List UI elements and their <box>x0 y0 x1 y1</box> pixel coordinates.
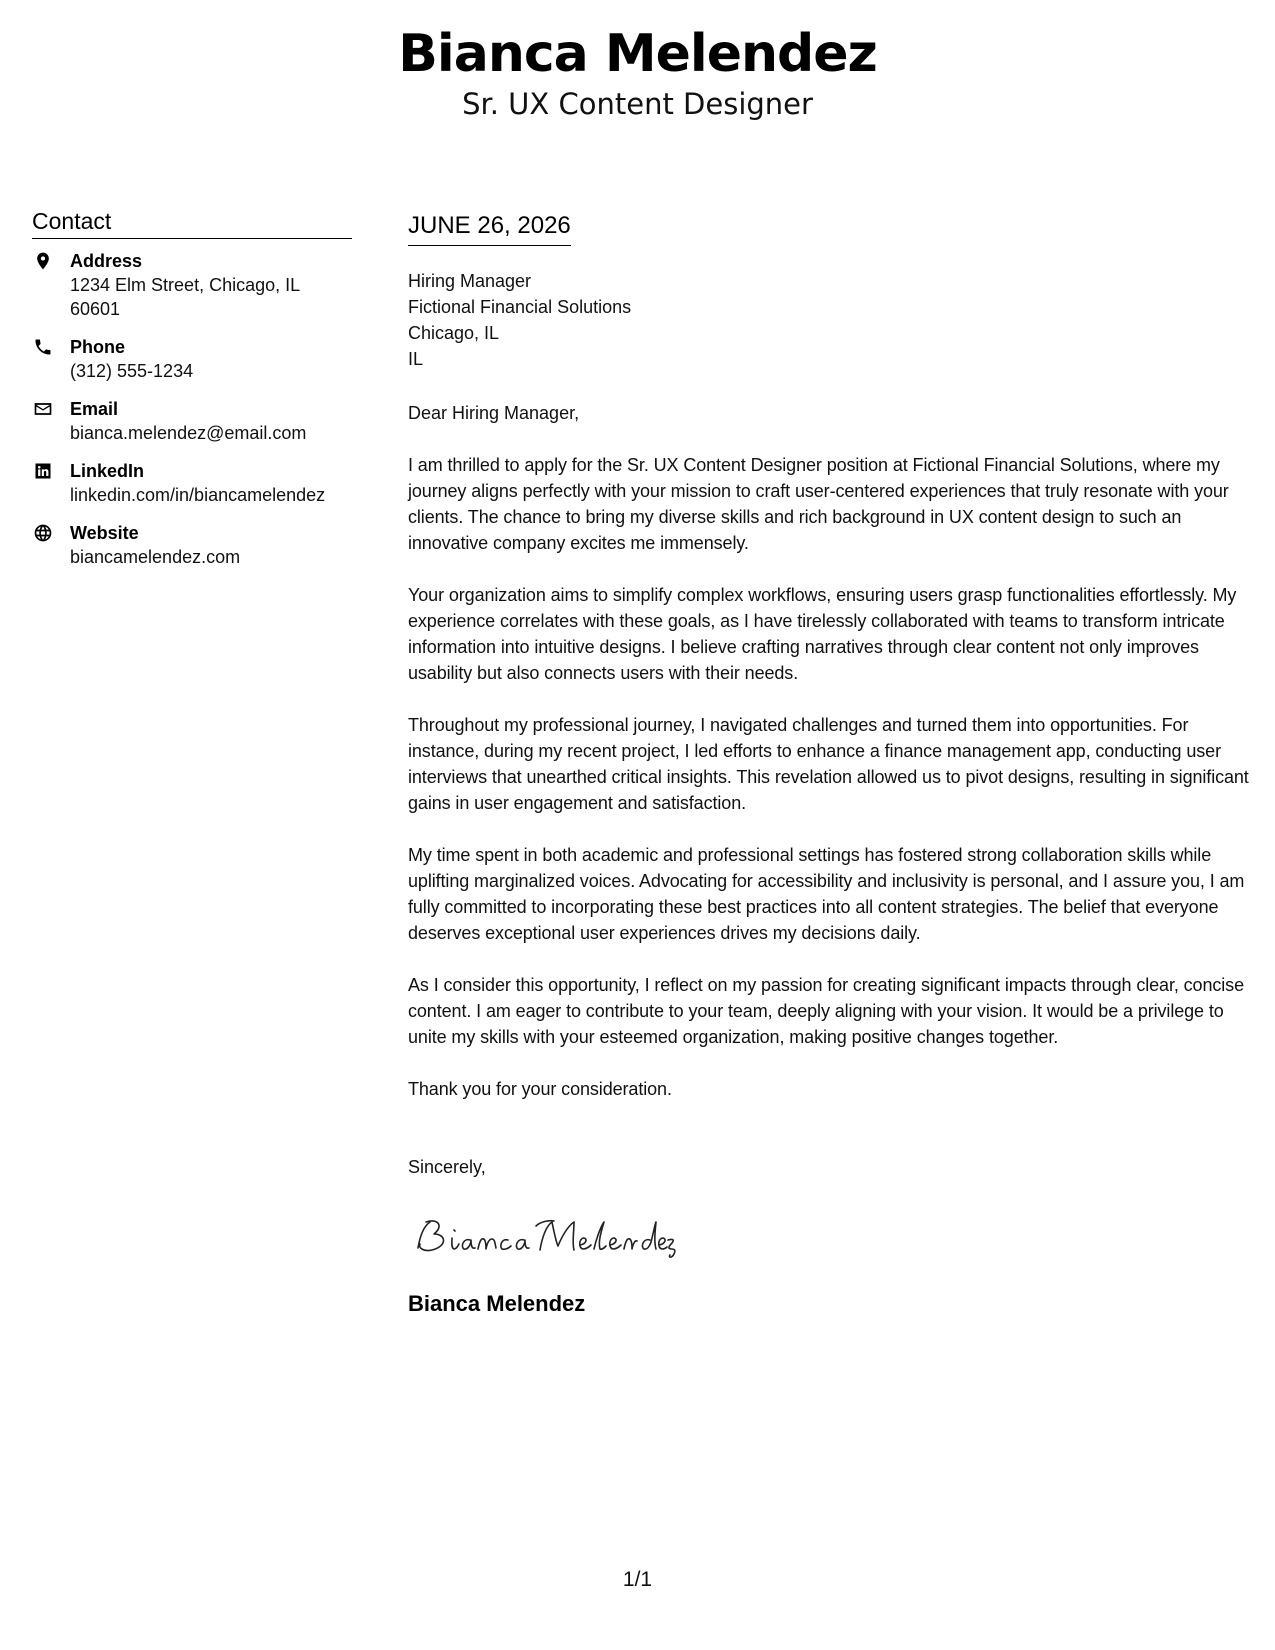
letter-body <box>408 210 1253 1318</box>
applicant-title: Sr. UX Content Designer <box>462 87 813 121</box>
linkedin-value: linkedin.com/in/biancamelendez <box>70 485 326 505</box>
website-value: biancamelendez.com <box>70 547 241 567</box>
body-paragraph: Throughout my professional journey, I navigated challenges and turned them into opportunities. For instance, during my recent project, I led efforts to enhance a finance management app, conducting user interviews that unearthed critical insights. This revelation allowed us to pivot designs, resulting in significant gains in user engagement and satisfaction. <box>408 715 1249 813</box>
contact-item-email <box>32 397 352 445</box>
contact-item-address <box>32 249 352 321</box>
address-label: Address <box>70 251 143 271</box>
address-line-1: 1234 Elm Street, Chicago, IL <box>70 275 301 295</box>
location-pin-icon <box>32 250 54 272</box>
contact-item-website <box>32 521 352 569</box>
address-line-2: 60601 <box>70 299 121 319</box>
contact-heading: Contact <box>32 206 352 239</box>
phone-label: Phone <box>70 337 126 357</box>
email-value: bianca.melendez@email.com <box>70 423 307 443</box>
body-paragraph: As I consider this opportunity, I reflect on my passion for creating significant impacts through clear, concise content. I am eager to contribute to your team, deeply aligning with your vision. It would be a privilege to unite my skills with your esteemed organization, making positive changes together. <box>408 975 1244 1047</box>
website-label: Website <box>70 523 139 543</box>
closing: Sincerely, <box>408 1157 486 1177</box>
salutation: Dear Hiring Manager, <box>408 403 580 423</box>
contact-item-phone <box>32 335 352 383</box>
recipient-block <box>408 268 1253 372</box>
body-paragraph: My time spent in both academic and professional settings has fostered strong collaboration skills while uplifting marginalized voices. Advocating for accessibility and inclusivity is personal, and I assure you, I am fully committed to incorporating these best practices into all content strategies. The belief that everyone deserves exceptional user experiences drives my decisions daily. <box>408 845 1245 943</box>
email-label: Email <box>70 399 119 419</box>
letter-date: JUNE 26, 2026 <box>408 210 571 246</box>
linkedin-label: LinkedIn <box>70 461 145 481</box>
contact-sidebar <box>32 206 352 583</box>
body-paragraph: I am thrilled to apply for the Sr. UX Content Designer position at Fictional Financial Solutions, where my journey aligns perfectly with your mission to craft user-centered experiences that truly resonate with your clients. The chance to bring my diverse skills and rich background in UX content design to such an innovative company excites me immensely. <box>408 455 1229 553</box>
phone-icon <box>32 336 54 358</box>
page-number: 1/1 <box>622 1568 653 1591</box>
recipient-line: IL <box>408 349 424 369</box>
recipient-line: Fictional Financial Solutions <box>408 297 632 317</box>
recipient-line: Hiring Manager <box>408 271 532 291</box>
envelope-icon <box>32 398 54 420</box>
phone-value: (312) 555-1234 <box>70 361 194 381</box>
globe-icon <box>32 522 54 544</box>
signer-name: Bianca Melendez <box>408 1291 586 1316</box>
body-paragraph: Thank you for your consideration. <box>408 1079 672 1099</box>
contact-item-linkedin <box>32 459 352 507</box>
handwritten-signature <box>408 1208 688 1264</box>
applicant-name: Bianca Melendez <box>398 24 877 84</box>
linkedin-icon <box>32 460 54 482</box>
recipient-line: Chicago, IL <box>408 323 500 343</box>
letter-header <box>0 24 1275 122</box>
body-paragraph: Your organization aims to simplify complex workflows, ensuring users grasp functionalities effortlessly. My experience correlates with these goals, as I have tirelessly collaborated with teams to transform intricate information into intuitive designs. I believe crafting narratives through clear content not only improves usability but also connects users with their needs. <box>408 585 1237 683</box>
